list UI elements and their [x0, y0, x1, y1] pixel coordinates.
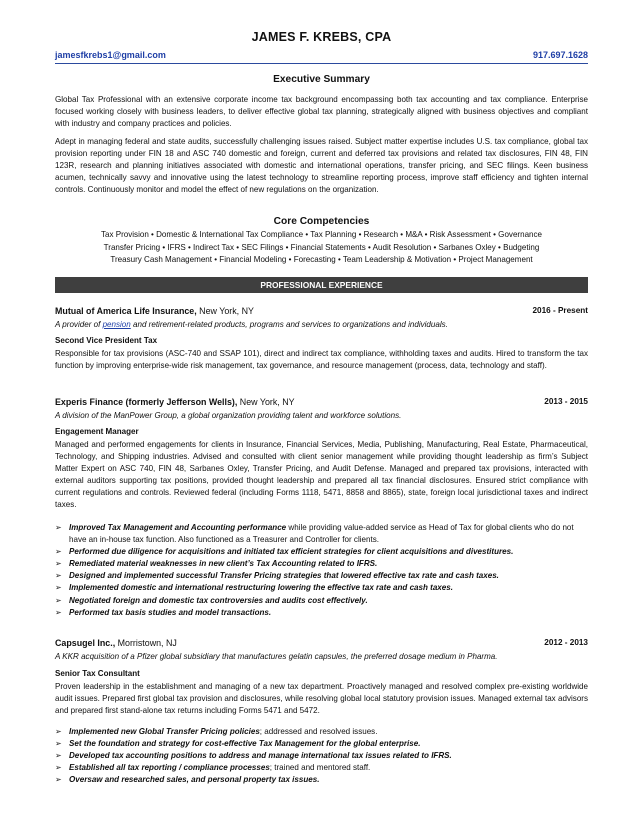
list-item: ➢ Remediated material weaknesses in new client’s Tax Accounting related to IFRS. [55, 558, 588, 570]
arrow-bullet-icon: ➢ [55, 595, 62, 605]
summary-paragraph-1: Global Tax Professional with an extensive corporate income tax background encompassing both tax accounting and tax compliance. Enterprise focused working closely with business leaders, to deliver effective global tax planning, strategically aligned with business objectives and compliant with industry and company practices and policies. [55, 95, 588, 129]
pension-link[interactable]: pension [102, 320, 131, 329]
summary-paragraph-2: Adept in managing federal and state audits, successfully challenging issues raised. Subject matter expertise includes U.S. tax compliance, global tax provision reporting under FIN 18 and ASC 740 domestic and foreign, current and deferred tax provisions and related tax disclosures, FIN 48, FIN 123R, research and planning initiatives associated with domestic and international operations, transfer pricing, and SEC filings. Keen business acumen, technically savvy and innovative using the latest technology to streamline reporting process, improve staff efficiency and tighten internal controls. Continuously monitor and model the effect of new regulations on the organization. [55, 137, 588, 195]
arrow-bullet-icon: ➢ [55, 607, 62, 617]
job-company: Experis Finance (formerly Jefferson Wells), [55, 397, 238, 407]
job-capsugel-description: A KKR acquisition of a Pfizer global subsidiary that manufactures gelatin capsules, the preferred dosage medium in Pharma. [55, 652, 498, 661]
competencies-line-1: Tax Provision • Domestic & International Tax Compliance • Tax Planning • Research • M&A • Risk Assessment • Governance [100, 230, 543, 239]
arrow-bullet-icon: ➢ [55, 583, 62, 593]
header-divider [55, 63, 588, 64]
competencies-heading: Core Competencies [273, 216, 370, 227]
job-experis-description: A division of the ManPower Group, a global organization providing talent and workforce solutions. [55, 411, 402, 420]
job-location: New York, NY [196, 306, 254, 316]
list-item: ➢ Negotiated foreign and domestic tax controversies and audits cost effectively. [55, 595, 588, 607]
job-experis-header [55, 397, 588, 407]
arrow-bullet-icon: ➢ [55, 775, 62, 785]
job-mutual-body: Responsible for tax provisions (ASC-740 and SSAP 101), direct and indirect tax compliance, withholding taxes and audits. Hired to transform the tax function by improving enterprise-wide risk management, tax governance, and resource management (process, data, technology and staff). [55, 349, 588, 371]
job-capsugel-header [55, 638, 588, 648]
candidate-name: JAMES F. KREBS, CPA [251, 30, 392, 44]
list-item: ➢ Designed and implemented successful Transfer Pricing strategies that lowered effective tax rate and cash taxes. [55, 570, 588, 582]
list-item: ➢ Improved Tax Management and Accounting performance while providing value-added service as Head of Tax for global clients who do not have an in-house tax function. Also functioned as a Treasurer and Controller for clients. [55, 523, 574, 545]
job-mutual-description: A provider of pension and retirement-related products, programs and services to organizations and individuals. [55, 320, 448, 329]
job-company: Capsugel Inc., [55, 638, 116, 648]
summary-heading: Executive Summary [273, 74, 370, 85]
email-link[interactable]: jamesfkrebs1@gmail.com [55, 50, 166, 60]
list-item: ➢ Developed tax accounting positions to address and manage international tax issues related to IFRS. [55, 750, 588, 762]
job-experis-body: Managed and performed engagements for clients in Insurance, Financial Services, Media, Publishing, Manufacturing, Real Estate, Pharmaceutical, Technology, and Shipping industries. Advised and consulted with client senior management while providing thought leadership as firm’s Subject Matter Expert on ASC 740, FIN 48, Sarbanes Oxley, Transfer Pricing, and Audit Defense. Managed and prepared tax provisions, interacted with external auditors supporting tax positions, provided thought leadership and prepared all tax financial disclosures. Ensured strict compliance with current regulations and controls. Reviewed federal (including Forms 1118, 5471, 8858 and 8865), state, foreign local jurisdictional taxes and indirect taxes. [55, 440, 588, 510]
arrow-bullet-icon: ➢ [55, 547, 62, 557]
experience-heading: PROFESSIONAL EXPERIENCE [55, 277, 588, 293]
list-item: ➢ Performed tax basis studies and model transactions. [55, 607, 588, 619]
list-item: ➢ Oversaw and researched sales, and personal property tax issues. [55, 774, 588, 786]
job-dates: 2013 - 2015 [544, 397, 588, 406]
phone-number: 917.697.1628 [532, 50, 588, 60]
arrow-bullet-icon: ➢ [55, 727, 62, 736]
arrow-bullet-icon: ➢ [55, 559, 62, 569]
job-experis-achievements [55, 522, 588, 619]
list-item: ➢ Performed due diligence for acquisitions and initiated tax efficient strategies for client acquisitions and divestitures. [55, 546, 588, 558]
arrow-bullet-icon: ➢ [55, 739, 62, 749]
job-company: Mutual of America Life Insurance, [55, 306, 197, 316]
arrow-bullet-icon: ➢ [55, 751, 62, 761]
list-item: ➢ Established all tax reporting / compliance processes; trained and mentored staff. [55, 762, 588, 774]
job-location: Morristown, NJ [115, 638, 177, 648]
job-experis-role: Engagement Manager [55, 427, 139, 436]
list-item: ➢ Implemented new Global Transfer Pricing policies; addressed and resolved issues. [55, 726, 588, 738]
job-dates: 2016 - Present [532, 306, 588, 315]
arrow-bullet-icon: ➢ [55, 763, 62, 773]
competencies-line-2: Transfer Pricing • IFRS • Indirect Tax • SEC Filings • Financial Statements • Audit Resolution • Sarbanes Oxley • Budgeting [103, 243, 540, 252]
job-capsugel-achievements [55, 726, 588, 786]
job-mutual-header [55, 306, 588, 316]
arrow-bullet-icon: ➢ [55, 571, 62, 581]
list-item: ➢ Set the foundation and strategy for cost-effective Tax Management for the global enterprise. [55, 738, 588, 750]
arrow-bullet-icon: ➢ [55, 523, 62, 532]
job-capsugel-body: Proven leadership in the establishment and managing of a new tax department. Proactively managed and resolved complex pre-existing worldwide audit issues. Prepared first global tax provision and disclosures, while resolving global local statutory provision issues. Managed external tax advisors and prepared first stand-alone tax returns including Forms 5471 and 5472. [55, 682, 588, 716]
job-capsugel-role: Senior Tax Consultant [55, 669, 140, 678]
job-mutual-role: Second Vice President Tax [55, 336, 158, 345]
job-dates: 2012 - 2013 [544, 638, 588, 647]
competencies-line-3: Treasury Cash Management • Financial Modeling • Forecasting • Team Leadership & Motivation • Project Management [110, 255, 533, 264]
list-item: ➢ Implemented domestic and international restructuring lowering the effective tax rate and cash taxes. [55, 582, 588, 594]
job-location: New York, NY [237, 397, 295, 407]
